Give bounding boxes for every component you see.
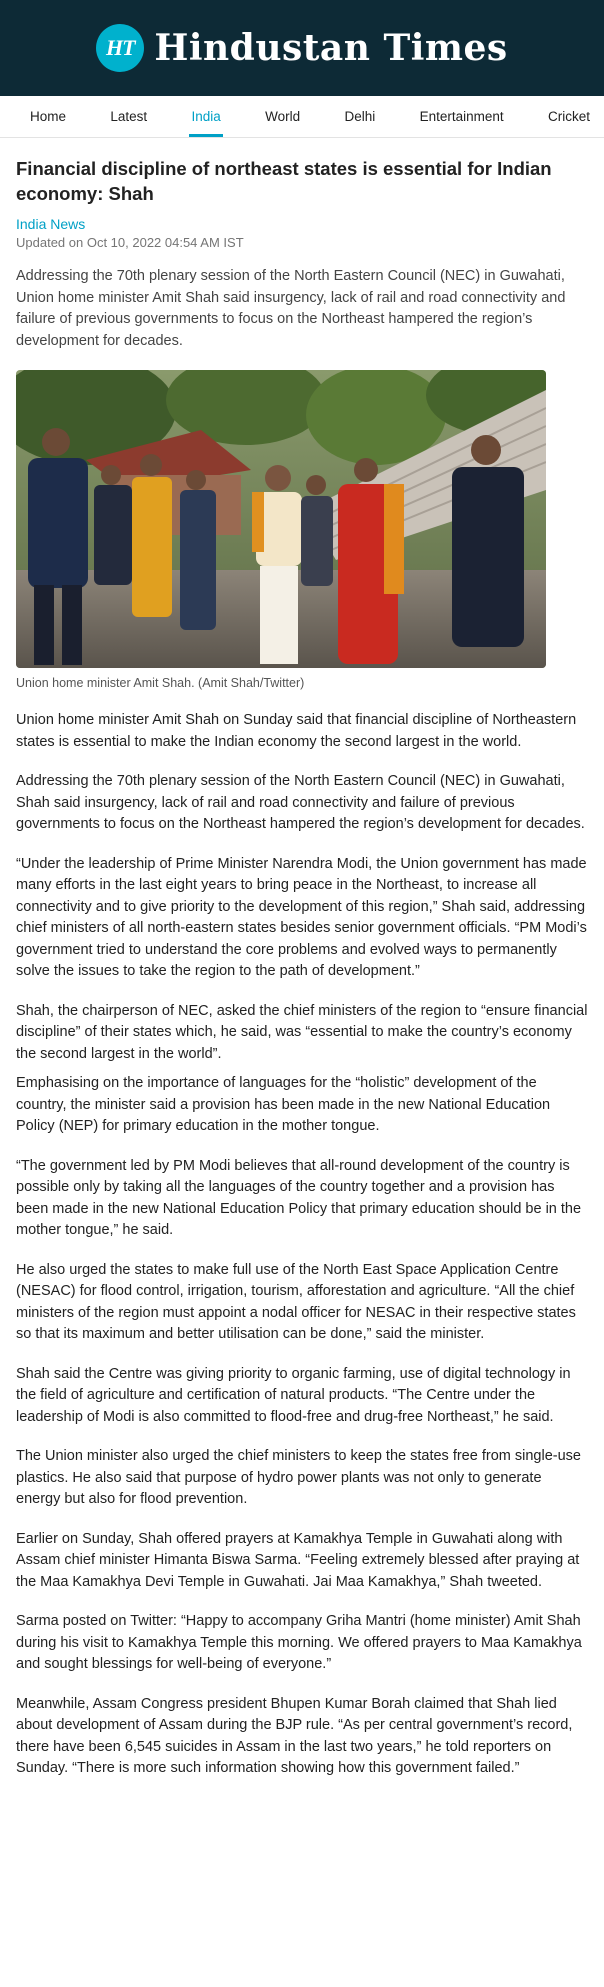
article-paragraph: Shah, the chairperson of NEC, asked the chief ministers of the region to “ensure financial discipline” of their states which, he said, was “essential to make the country’s economy the second largest in the world”. <box>16 1002 588 1062</box>
ht-logo-icon: HT <box>96 24 144 72</box>
masthead <box>0 0 604 96</box>
site-logo[interactable] <box>96 24 507 72</box>
article-paragraph: Union home minister Amit Shah on Sunday said that financial discipline of Northeastern states is essential to make the Indian economy the second largest in the world. <box>16 712 577 750</box>
article-paragraph: Addressing the 70th plenary session of the North Eastern Council (NEC) in Guwahati, Shah said insurgency, lack of rail and road connectivity and failure of previous governments to focus on the Northeast hampered the region’s development for decades. <box>16 773 585 832</box>
nav-item-world[interactable]: World <box>265 109 301 124</box>
article-paragraph: The Union minister also urged the chief ministers to keep the states free from single-use plastics. He also said that purpose of hydro power plants was not only to generate energy but also for flood prevention. <box>16 1448 581 1507</box>
article-paragraph: Sarma posted on Twitter: “Happy to accompany Griha Mantri (home minister) Amit Shah during his visit to Kamakhya Temple this morning. We offered prayers to Maa Kamakhya and sought blessings for well-being of everyone.” <box>16 1613 582 1672</box>
article-paragraph: “The government led by PM Modi believes that all-round development of the country is possible only by taking all the languages of the country together and a provision has been made in the new National Education Policy that primary education should be in the mother tongue,” he said. <box>16 1157 582 1238</box>
nav-item-india[interactable]: India <box>191 96 220 137</box>
article-headline: Financial discipline of northeast states is essential for Indian economy: Shah <box>16 158 552 204</box>
nav-item-entertainment[interactable]: Entertainment <box>419 109 504 124</box>
article-paragraph: Emphasising on the importance of languages for the “holistic” development of the country, the minister said a provision has been made in the new National Education Policy (NEP) for primary education in the mother tongue. <box>16 1075 551 1134</box>
section-link[interactable]: India News <box>16 216 86 232</box>
article-summary: Addressing the 70th plenary session of the North Eastern Council (NEC) in Guwahati, Union home minister Amit Shah said insurgency, lack of rail and road connectivity and failure of previous governments to focus on the Northeast hampered the region’s development for decades. <box>16 268 566 349</box>
nav-item-home[interactable]: Home <box>30 109 67 124</box>
section-nav <box>0 96 604 138</box>
article-paragraph: Meanwhile, Assam Congress president Bhupen Kumar Borah claimed that Shah lied about development of Assam during the BJP rule. “As per central government’s record, there have been 6,545 suicides in Assam in the last two years,” he told reporters on Sunday. “There is more such information showing how this government failed.” <box>16 1695 573 1776</box>
article-paragraph: He also urged the states to make full use of the North East Space Application Centre (NESAC) for flood control, irrigation, tourism, afforestation and agriculture. “All the chief ministers of the region must appoint a nodal officer for NESAC in their respective states so that its maximum and better utilisation can be done,” said the minister. <box>16 1261 576 1342</box>
site-name: Hindustan Times <box>154 27 508 69</box>
image-caption: Union home minister Amit Shah. (Amit Shah/Twitter) <box>16 676 305 690</box>
article-paragraph: Earlier on Sunday, Shah offered prayers at Kamakhya Temple in Guwahati along with Assam chief minister Himanta Biswa Sarma. “Feeling extremely blessed after praying at the Maa Kamakhya Devi Temple in Guwahati. Jai Maa Kamakhya,” Shah tweeted. <box>16 1530 580 1590</box>
article-paragraph: Shah said the Centre was giving priority to organic farming, use of digital technology in the field of agriculture and certification of natural products. “The Centre under the leadership of Modi is also committed to flood-free and drug-free Northeast,” he said. <box>16 1365 571 1425</box>
nav-item-latest[interactable]: Latest <box>110 109 148 124</box>
hero-photo-illustration <box>16 370 546 668</box>
nav-item-cricket[interactable]: Cricket <box>547 109 590 124</box>
nav-item-delhi[interactable]: Delhi <box>344 109 376 124</box>
hero-image <box>16 370 546 668</box>
updated-timestamp: Updated on Oct 10, 2022 04:54 AM IST <box>16 235 244 250</box>
article <box>0 138 604 1818</box>
article-paragraph: “Under the leadership of Prime Minister Narendra Modi, the Union government has made many efforts in the last eight years to bring peace in the Northeast, to increase all connectivity and to give priority to the development of this region,” Shah said, addressing chief ministers of all north-eastern states besides senior government officials. “PM Modi’s government tried to understand the core problems and evolved ways to permanently solve the issues to take the region to the path of development.” <box>16 855 587 979</box>
